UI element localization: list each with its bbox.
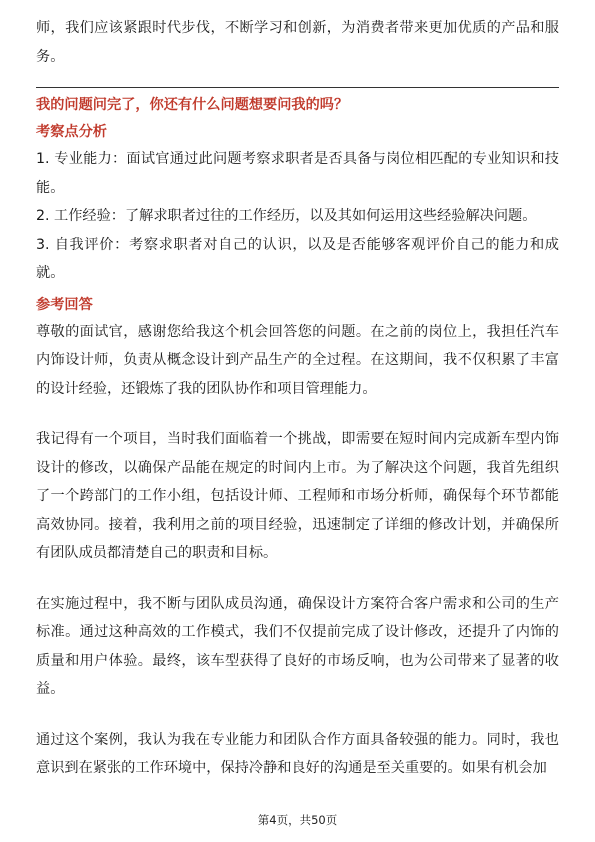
answer-paragraph: 尊敬的面试官，感谢您给我这个机会回答您的问题。在之前的岗位上，我担任汽车内饰设计师，负责从概念设计到产品生产的全过程。在这期间，我不仅积累了丰富的设计经验，还锻炼了我的团队协作和项目管理能力。	[36, 323, 559, 397]
answer-paragraph: 在实施过程中，我不断与团队成员沟通，确保设计方案符合客户需求和公司的生产标准。通过这种高效的工作模式，我们不仅提前完成了设计修改，还提升了内饰的质量和用户体验。最终，该车型获得了良好的市场反响，也为公司带来了显著的收益。	[36, 595, 559, 697]
analysis-title: 考察点分析	[36, 124, 107, 140]
section-divider	[36, 87, 559, 88]
question-heading: 我的问题问完了，你还有什么问题想要问我的吗？	[36, 97, 349, 113]
analysis-item: 1. 专业能力：面试官通过此问题考察求职者是否具备与岗位相匹配的专业知识和技能。	[36, 151, 559, 196]
answer-paragraph: 通过这个案例，我认为我在专业能力和团队合作方面具备较强的能力。同时，我也意识到在紧张的工作环境中，保持冷静和良好的沟通是至关重要的。如果有机会加	[36, 731, 559, 776]
answer-paragraph: 我记得有一个项目，当时我们面临着一个挑战，即需要在短时间内完成新车型内饰设计的修改，以确保产品能在规定的时间内上市。为了解决这个问题，我首先组织了一个跨部门的工作小组，包括设计师、工程师和市场分析师，确保每个环节都能高效协同。接着，我利用之前的项目经验，迅速制定了详细的修改计划，并确保所有团队成员都清楚自己的职责和目标。	[36, 431, 559, 561]
document-page	[36, 14, 559, 783]
previous-answer-tail: 师，我们应该紧跟时代步伐，不断学习和创新，为消费者带来更加优质的产品和服务。	[36, 20, 559, 65]
answer-title: 参考回答	[36, 296, 93, 313]
page-footer: 第4页，共50页	[257, 813, 338, 827]
analysis-item: 3. 自我评价：考察求职者对自己的认识，以及是否能够客观评价自己的能力和成就。	[36, 236, 559, 281]
analysis-item: 2. 工作经验：了解求职者过往的工作经历，以及其如何运用这些经验解决问题。	[36, 208, 537, 224]
